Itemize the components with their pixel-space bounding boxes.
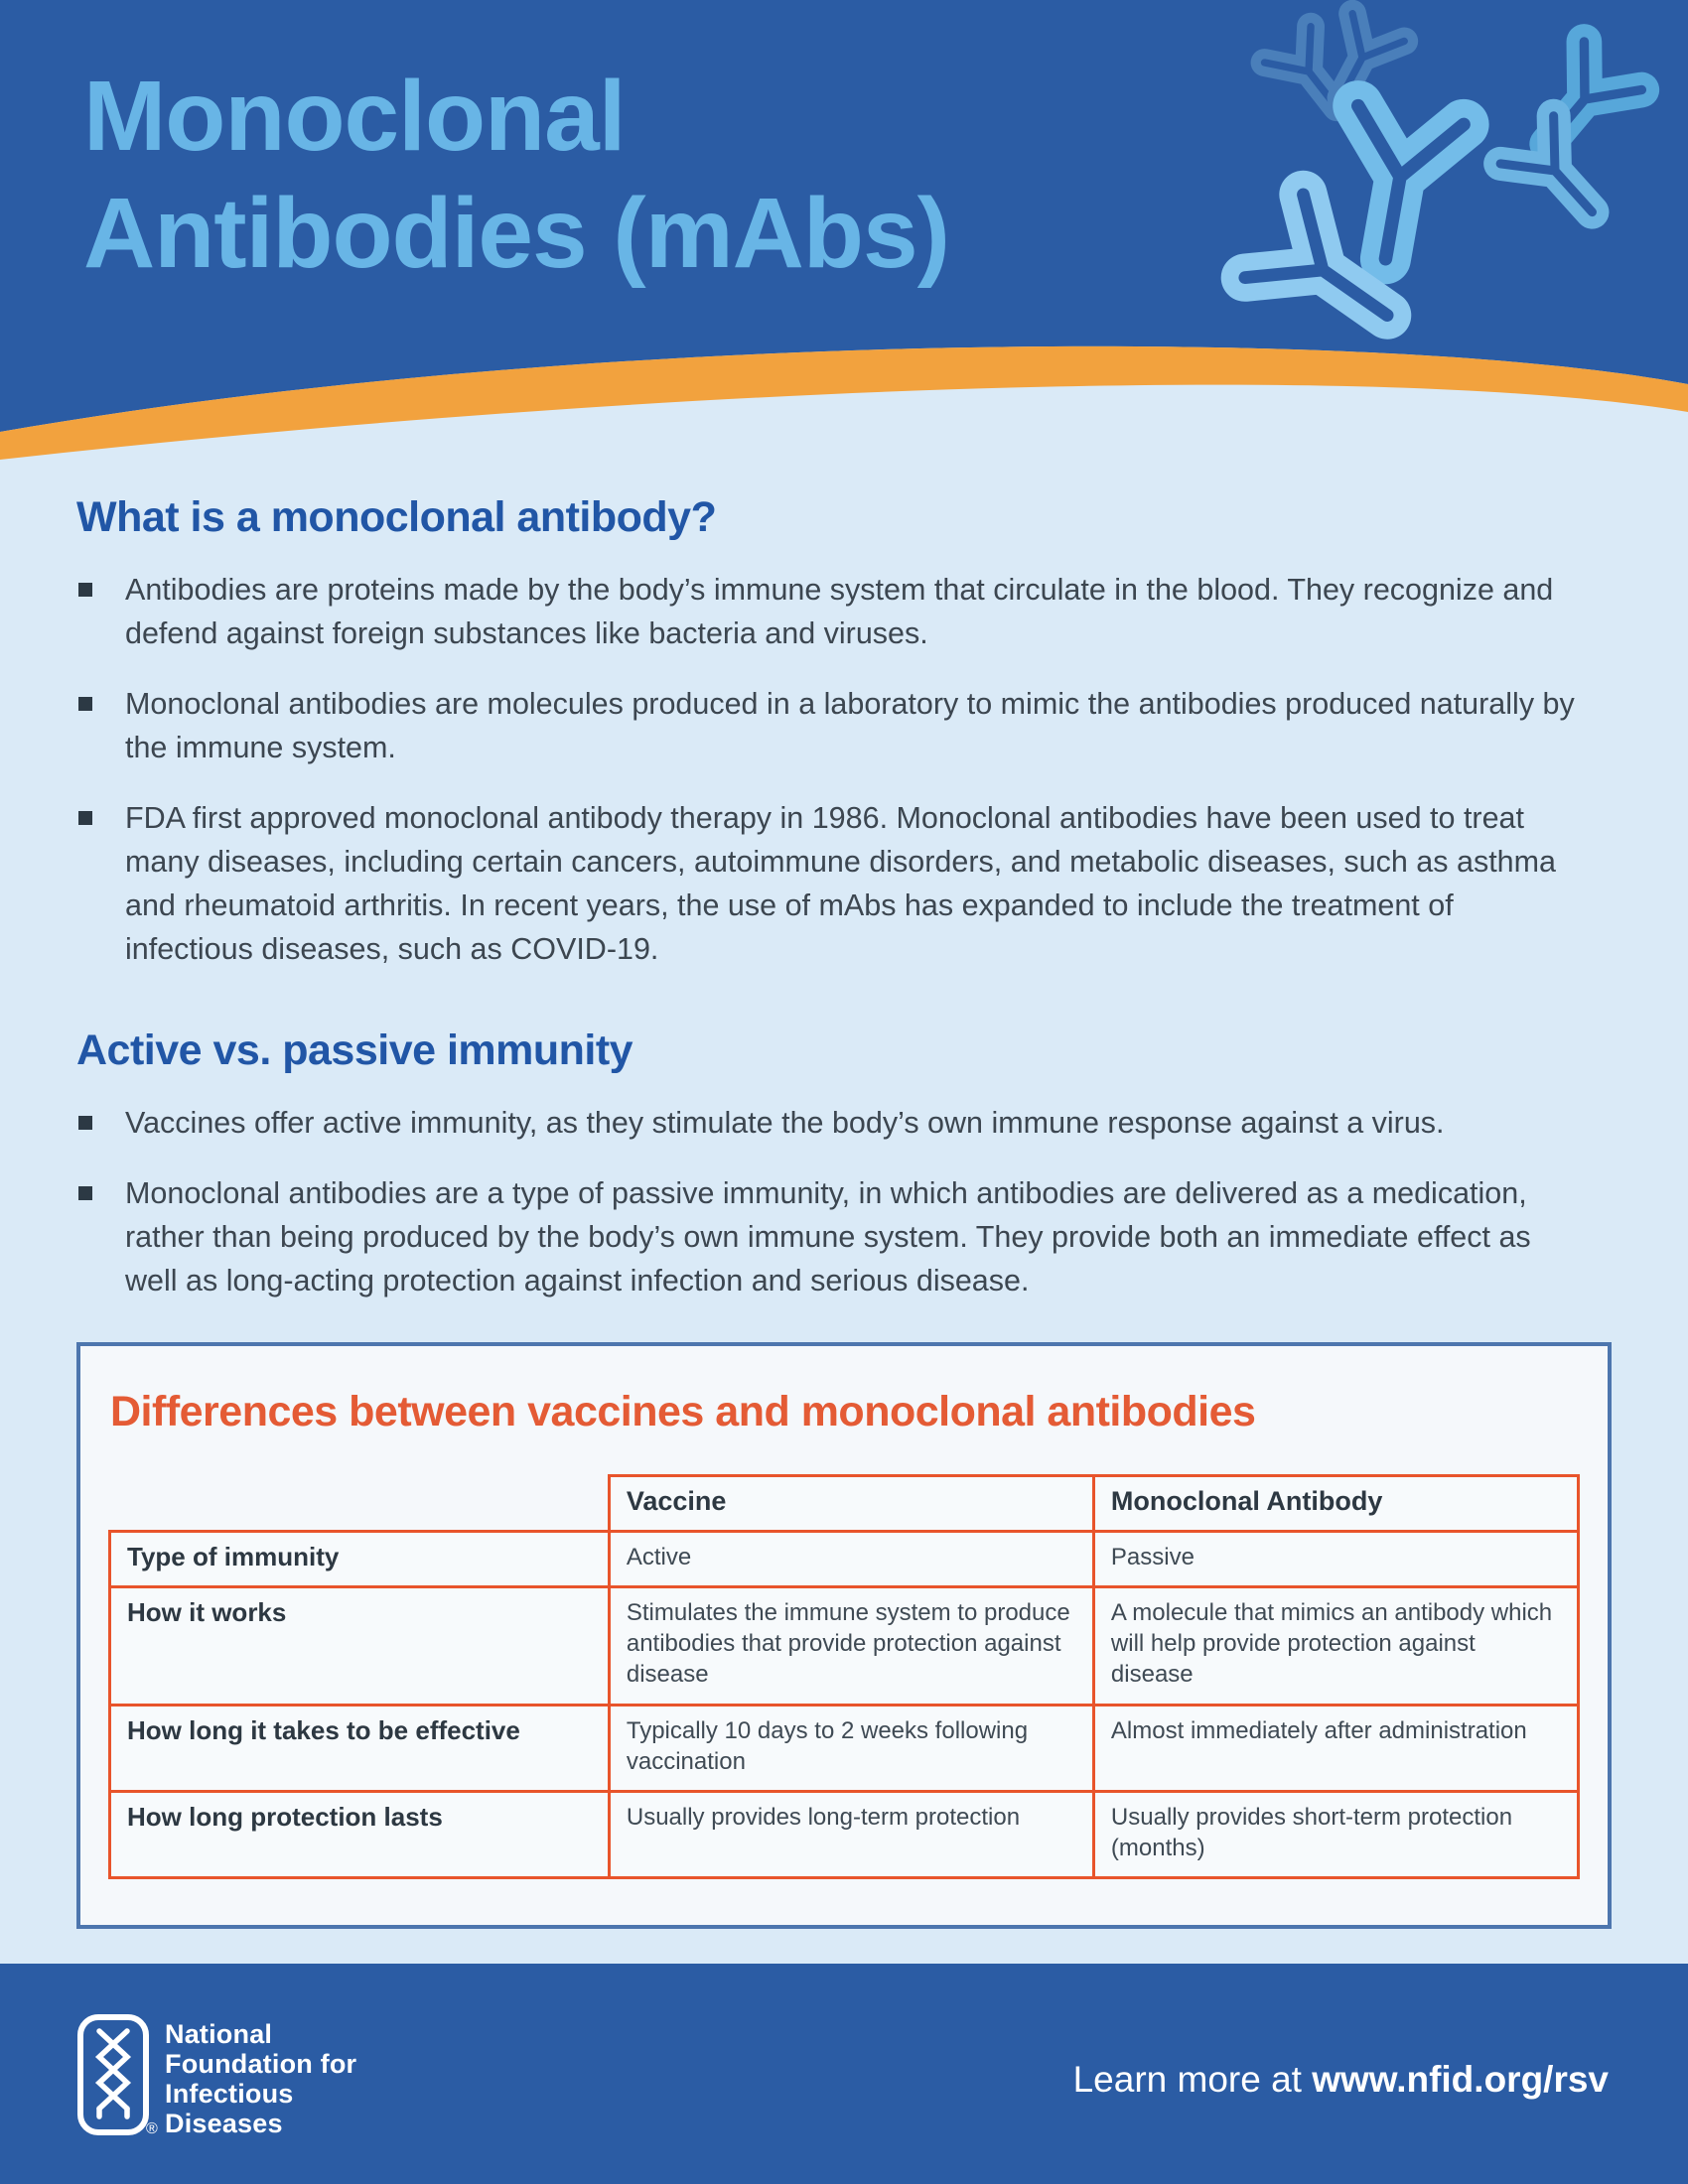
table-row	[110, 1532, 1579, 1587]
nfid-logo-icon	[76, 2013, 150, 2136]
bullet-text: FDA first approved monoclonal antibody therapy in 1986. Monoclonal antibodies have been used to treat many diseases, including certain cancers, autoimmune disorders, and metabolic diseases, such as asthma and rheumatoid arthritis. In recent years, the use of mAbs has expanded to include the treatment of infectious diseases, such as COVID-19.	[125, 801, 1557, 966]
table-row	[110, 1706, 1579, 1792]
cell-mab: A molecule that mimics an antibody which will help provide protection against disease	[1093, 1587, 1578, 1706]
cell-vaccine: Stimulates the immune system to produce antibodies that provide protection against disease	[609, 1587, 1093, 1706]
bullet-square-icon	[78, 583, 92, 597]
list-item	[76, 1171, 1612, 1302]
row-label: How long protection lasts	[110, 1792, 610, 1878]
logo-text-line: Diseases	[165, 2109, 283, 2138]
bullet-square-icon	[78, 811, 92, 825]
logo-text-line: National	[165, 2019, 273, 2049]
table-header-vaccine: Vaccine	[609, 1476, 1093, 1532]
cell-mab: Usually provides short-term protection (months)	[1093, 1792, 1578, 1878]
comparison-table	[108, 1474, 1580, 1879]
row-label: Type of immunity	[110, 1532, 610, 1587]
bullet-square-icon	[78, 1116, 92, 1130]
list-item	[76, 796, 1612, 971]
bullet-text: Monoclonal antibodies are a type of passive immunity, in which antibodies are delivered as a medication, rather than being produced by the body’s own immune system. They provide both an immediate effect as well as long-acting protection against infection and serious disease.	[125, 1176, 1531, 1297]
comparison-box	[76, 1342, 1612, 1929]
cell-vaccine: Usually provides long-term protection	[609, 1792, 1093, 1878]
nfid-logo-text	[165, 2019, 356, 2138]
learn-more-prefix: Learn more at	[1072, 2059, 1313, 2100]
section-heading-what-is: What is a monoclonal antibody?	[76, 493, 717, 541]
bullet-text: Antibodies are proteins made by the body’s immune system that circulate in the blood. They recognize and defend against foreign substances like bacteria and viruses.	[125, 573, 1554, 650]
learn-more-text	[1073, 2059, 1609, 2101]
bullet-square-icon	[78, 697, 92, 711]
cell-mab: Passive	[1093, 1532, 1578, 1587]
bullet-text: Vaccines offer active immunity, as they stimulate the body’s own immune response against a virus.	[125, 1106, 1445, 1140]
page-title	[83, 58, 949, 292]
table-header-row	[110, 1476, 1579, 1532]
list-item	[76, 1101, 1612, 1145]
page-title-line2: Antibodies (mAbs)	[83, 178, 949, 289]
registered-mark: ®	[146, 2120, 158, 2137]
main-content	[76, 493, 1612, 1929]
list-item	[76, 682, 1612, 769]
bullet-list-what-is	[76, 568, 1612, 971]
cell-mab: Almost immediately after administration	[1093, 1706, 1578, 1792]
page-title-line1: Monoclonal	[83, 61, 626, 172]
footer	[0, 1964, 1688, 2184]
bullet-list-immunity	[76, 1101, 1612, 1302]
row-label: How long it takes to be effective	[110, 1706, 610, 1792]
comparison-title: Differences between vaccines and monoclonal antibodies	[110, 1388, 1256, 1435]
bullet-text: Monoclonal antibodies are molecules produced in a laboratory to mimic the antibodies produced naturally by the immune system.	[125, 687, 1575, 764]
table-corner-cell	[110, 1476, 610, 1532]
table-header-mab: Monoclonal Antibody	[1093, 1476, 1578, 1532]
logo-text-line: Infectious	[165, 2079, 294, 2109]
section-heading-immunity: Active vs. passive immunity	[76, 1026, 633, 1074]
table-row	[110, 1587, 1579, 1706]
learn-more-url[interactable]: www.nfid.org/rsv	[1312, 2059, 1609, 2100]
table-row	[110, 1792, 1579, 1878]
logo-text-line: Foundation for	[165, 2049, 357, 2079]
cell-vaccine: Typically 10 days to 2 weeks following vaccination	[609, 1706, 1093, 1792]
row-label: How it works	[110, 1587, 610, 1706]
cell-vaccine: Active	[609, 1532, 1093, 1587]
list-item	[76, 568, 1612, 655]
bullet-square-icon	[78, 1186, 92, 1200]
